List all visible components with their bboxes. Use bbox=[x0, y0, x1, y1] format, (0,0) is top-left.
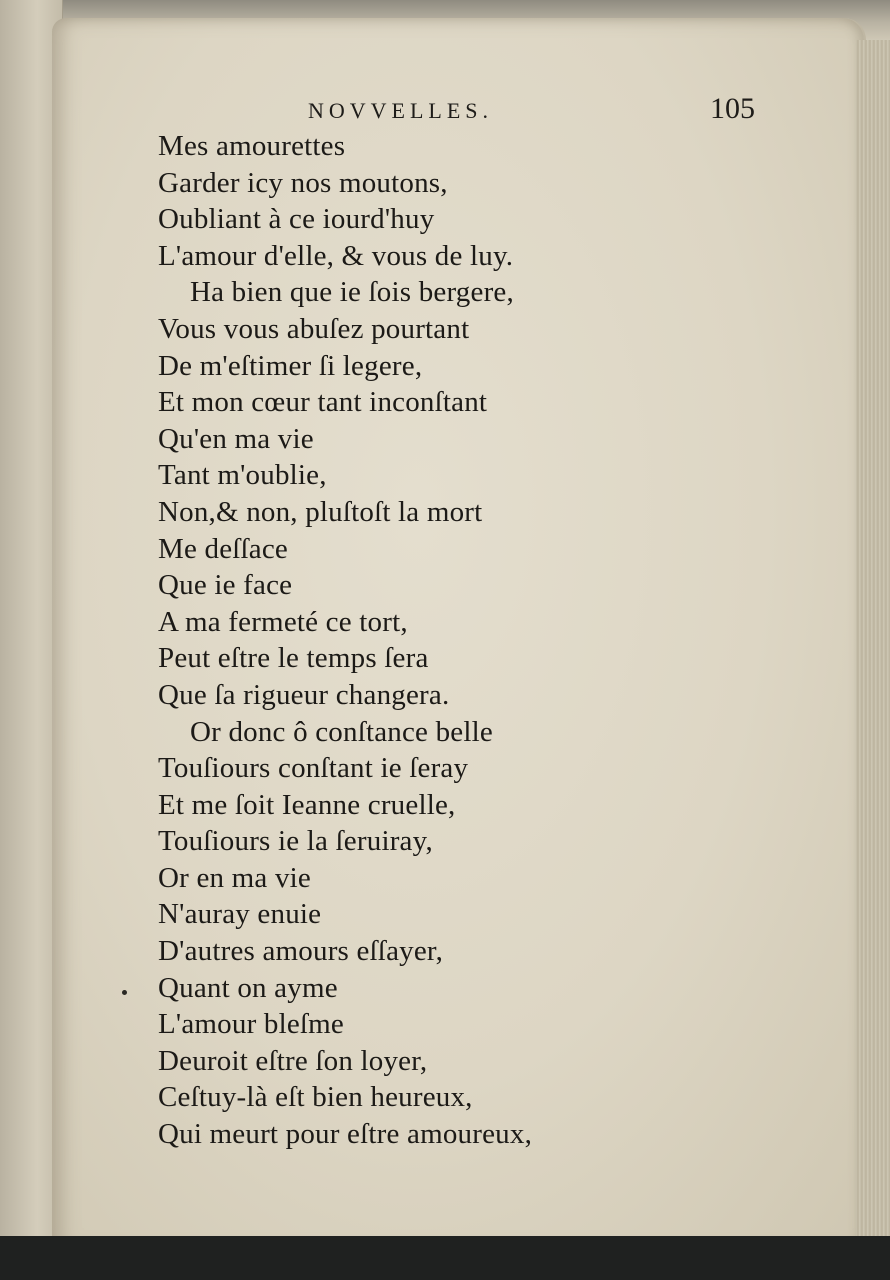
poem-line: Garder icy nos moutons, bbox=[158, 166, 448, 199]
poem-text bbox=[158, 128, 838, 1153]
ink-speck bbox=[122, 990, 127, 995]
poem-line: L'amour d'elle, & vous de luy. bbox=[158, 239, 514, 272]
book-cover-edge bbox=[0, 1236, 890, 1280]
page-header bbox=[300, 92, 770, 130]
poem-line: N'auray enuie bbox=[158, 898, 322, 931]
poem-line: Et me ſoit Ieanne cruelle, bbox=[158, 788, 456, 821]
poem-line: Ha bien que ie ſois bergere, bbox=[190, 276, 514, 309]
poem-line: Or donc ô conſtance belle bbox=[190, 715, 493, 748]
poem-line: Quant on ayme bbox=[158, 971, 338, 1004]
poem-line: Ceſtuy-là eſt bien heureux, bbox=[158, 1081, 473, 1114]
poem-line: Non,& non, pluſtoſt la mort bbox=[158, 495, 483, 528]
poem-line: De m'eſtimer ſi legere, bbox=[158, 349, 423, 382]
poem-line: Oubliant à ce iourd'huy bbox=[158, 203, 435, 236]
poem-line: Deuroit eſtre ſon loyer, bbox=[158, 1044, 428, 1077]
running-head: NOVVELLES. bbox=[308, 98, 494, 123]
page-number: 105 bbox=[710, 92, 755, 125]
poem-line: Que ie face bbox=[158, 569, 293, 602]
poem-line: D'autres amours eſſayer, bbox=[158, 935, 444, 968]
poem-line: Qu'en ma vie bbox=[158, 422, 314, 455]
poem-line: Vous vous abuſez pourtant bbox=[158, 312, 470, 345]
poem-line: Touſiours ie la ſeruiray, bbox=[158, 825, 433, 858]
poem-line: Tant m'oublie, bbox=[158, 459, 327, 492]
poem-line: Mes amourettes bbox=[158, 130, 346, 162]
poem-line: Qui meurt pour eſtre amoureux, bbox=[158, 1118, 533, 1151]
page-stack-edges bbox=[856, 40, 890, 1250]
poem-line: Que ſa rigueur changera. bbox=[158, 678, 450, 711]
poem-line: L'amour bleſme bbox=[158, 1008, 344, 1041]
poem-line: Et mon cœur tant inconſtant bbox=[158, 386, 488, 419]
poem-line: Touſiours conſtant ie ſeray bbox=[158, 752, 469, 785]
poem-line: Peut eſtre le temps ſera bbox=[158, 642, 429, 675]
poem-line: Me deſſace bbox=[158, 532, 289, 565]
poem-line: A ma fermeté ce tort, bbox=[158, 605, 408, 638]
poem-line: Or en ma vie bbox=[158, 861, 311, 894]
